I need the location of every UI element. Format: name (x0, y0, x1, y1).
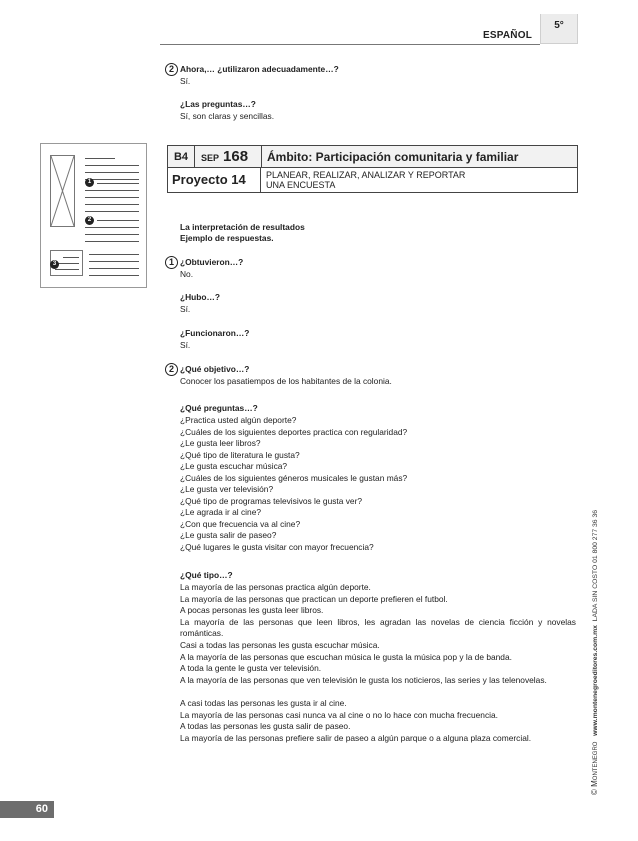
section-title: La interpretación de resultados (180, 222, 305, 232)
header-rule (160, 44, 540, 45)
question-text: ¿Hubo…? (180, 292, 221, 302)
question-text: ¿Funcionaron…? (180, 328, 250, 338)
banner-top-row (168, 146, 577, 168)
question-text: Ahora,… ¿utilizaron adecuadamente…? (180, 64, 339, 74)
result-line: La mayoría de las personas practica algún deporte. (180, 582, 371, 592)
grade-tab: 5° (540, 14, 578, 44)
step-number-2-top: 2 (165, 63, 178, 76)
survey-question: ¿Qué tipo de programas televisivos le gusta ver? (180, 495, 363, 506)
survey-question: ¿Le gusta escuchar música? (180, 461, 288, 471)
answer-text: No. (180, 269, 194, 279)
survey-question: ¿Qué tipo de literatura le gusta? (180, 449, 300, 460)
image-placeholder-icon (51, 156, 74, 226)
result-line: La mayoría de las personas que practican un deporte prefieren el futbol. (180, 593, 448, 604)
section-subtitle: Ejemplo de respuestas. (180, 233, 274, 243)
page-thumbnail (40, 143, 147, 288)
survey-question: ¿Cuáles de los siguientes deportes practica con regularidad? (180, 426, 408, 437)
project-title: Proyecto 14 (168, 168, 261, 192)
survey-question: ¿Practica usted algún deporte? (180, 415, 297, 425)
block-label: B4 (168, 146, 195, 168)
project-banner (167, 145, 578, 193)
sep-label: SEP (201, 153, 220, 163)
publisher-credit (590, 510, 599, 795)
ambito-title: Ámbito: Participación comunitaria y familiar (261, 146, 577, 168)
publisher-phone: LADA SIN COSTO 01 800 277 36 36 (592, 509, 599, 622)
result-line: A todas las personas les gusta salir de paseo. (180, 721, 351, 731)
thumbnail-marker-1: 1 (85, 178, 94, 187)
result-line: A toda la gente le gusta ver televisión. (180, 663, 322, 673)
page-number: 60 (0, 801, 54, 818)
survey-question: ¿Le gusta ver televisión? (180, 484, 274, 494)
result-line: A la mayoría de las personas que escuchan música le gusta la música pop y la de banda. (180, 651, 512, 662)
step-number-1: 1 (165, 256, 178, 269)
thumbnail-marker-2: 2 (85, 216, 94, 225)
survey-question: ¿Qué lugares le gusta visitar con mayor frecuencia? (180, 541, 374, 552)
result-line: La mayoría de las personas prefiere salir de paseo a algún parque o a alguna plaza comercial. (180, 732, 532, 743)
sep-page-number: 168 (223, 148, 249, 165)
answer-text: Conocer los pasatiempos de los habitantes de la colonia. (180, 376, 392, 386)
publisher-brand: © Montenegro (590, 741, 599, 795)
answer-text: Sí, son claras y sencillas. (180, 111, 275, 121)
result-line: La mayoría de las personas que leen libros, les agradan las novelas de ciencia ficción y novelas románticas. (180, 616, 576, 639)
answer-text: Sí. (180, 340, 191, 350)
project-phase (266, 170, 465, 190)
answer-text: Sí. (180, 304, 191, 314)
sep-reference (195, 146, 261, 168)
question-text: ¿Qué preguntas…? (180, 403, 258, 413)
survey-question: ¿Con que frecuencia va al cine? (180, 518, 301, 529)
phase-line-1: PLANEAR, REALIZAR, ANALIZAR Y REPORTAR (266, 170, 466, 180)
thumbnail-image-placeholder (50, 155, 75, 227)
survey-question: ¿Le gusta salir de paseo? (180, 530, 277, 540)
question-text: ¿Qué objetivo…? (180, 364, 250, 374)
question-text: ¿Obtuvieron…? (180, 257, 244, 267)
thumbnail-marker-3: 3 (50, 260, 59, 269)
step-number-2: 2 (165, 363, 178, 376)
survey-question: ¿Le agrada ir al cine? (180, 507, 262, 517)
question-text: ¿Las preguntas…? (180, 99, 256, 109)
result-line: La mayoría de las personas casi nunca va al cine o no lo hace con mucha frecuencia. (180, 709, 498, 720)
subject-label: ESPAÑOL (483, 30, 532, 41)
result-line: A casi todas las personas les gusta ir al cine. (180, 698, 347, 708)
survey-question: ¿Cuáles de los siguientes géneros musicales le gustan más? (180, 472, 408, 483)
result-line: Casi a todas las personas les gusta escuchar música. (180, 640, 380, 650)
answer-text: Sí. (180, 76, 191, 86)
question-text: ¿Qué tipo…? (180, 570, 233, 580)
publisher-url: www.montenegroeditores.com.mx (592, 625, 599, 736)
survey-question: ¿Le gusta leer libros? (180, 438, 261, 448)
phase-line-2: UNA ENCUESTA (266, 180, 336, 190)
result-line: A la mayoría de las personas que ven televisión le gusta los noticieros, las series y las telenovelas. (180, 674, 547, 685)
result-line: A pocas personas les gusta leer libros. (180, 605, 324, 615)
